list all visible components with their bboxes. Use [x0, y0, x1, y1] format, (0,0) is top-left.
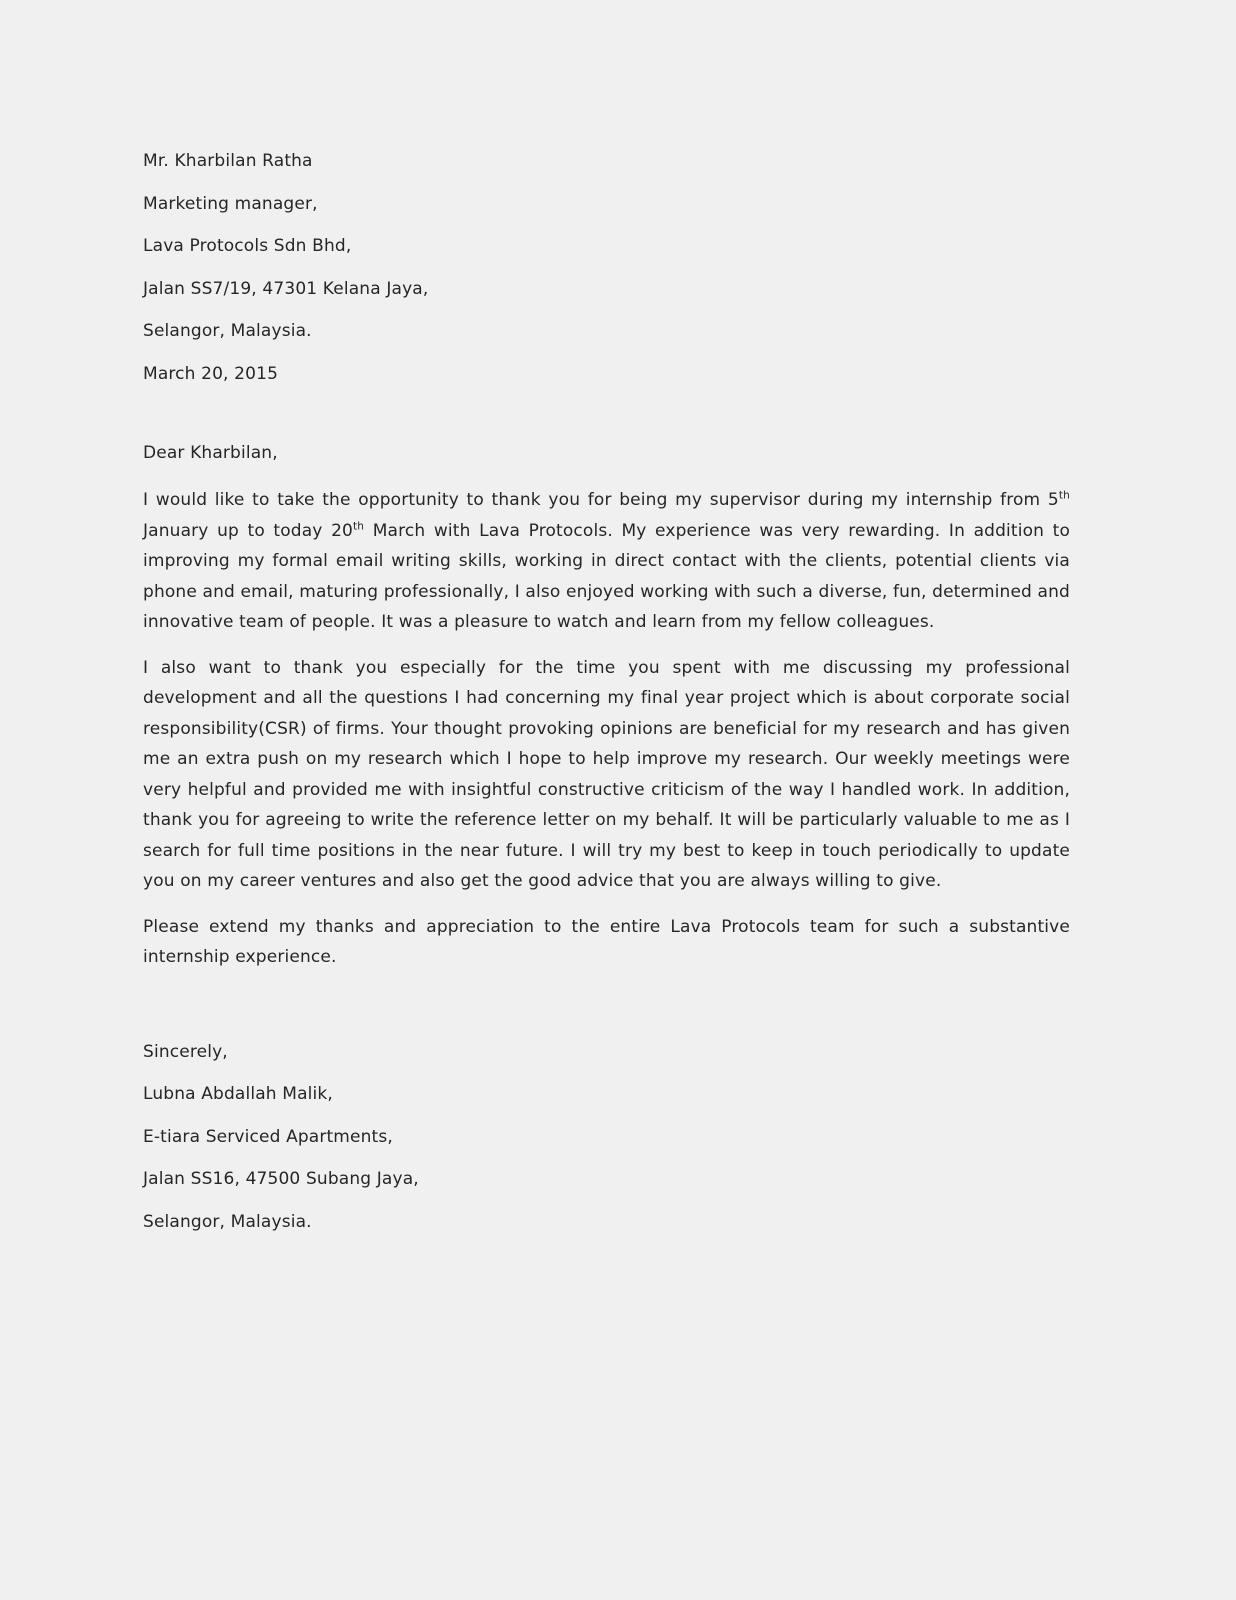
paragraph-1-part-2: January up to today 20 — [143, 520, 354, 541]
salutation: Dear Kharbilan, — [143, 443, 278, 463]
sender-address-2: Jalan SS16, 47500 Subang Jaya, — [143, 1169, 419, 1189]
letter-body — [143, 140, 1070, 1243]
body-paragraph-1 — [143, 485, 1070, 638]
recipient-company: Lava Protocols Sdn Bhd, — [143, 236, 352, 256]
ordinal-suffix-5th: th — [1058, 489, 1070, 502]
recipient-street: Jalan SS7/19, 47301 Kelana Jaya, — [143, 278, 429, 299]
closing-block — [143, 1031, 1070, 1244]
body-paragraph-3: Please extend my thanks and appreciation to the entire Lava Protocols team for such a substantive internship experience. — [143, 916, 1070, 967]
letter-date: March 20, 2015 — [143, 363, 279, 384]
ordinal-suffix-20th: th — [353, 519, 365, 532]
sender-name: Lubna Abdallah Malik, — [143, 1084, 333, 1104]
paragraph-1-part-3: March with Lava Protocols. My experience was very rewarding. In addition to improving my formal email writing skills, working in direct contact with the clients, potential clients via phone and email, maturing professionally, I also enjoyed working with such a diverse, fun, determined and innovative team of people. It was a pleasure to watch and learn from my fellow colleagues. — [143, 520, 1070, 632]
recipient-region: Selangor, Malaysia. — [143, 321, 312, 341]
sender-address-1: E-tiara Serviced Apartments, — [143, 1126, 393, 1147]
paragraph-1-part-1: I would like to take the opportunity to thank you for being my supervisor during my internship from 5 — [143, 490, 1059, 510]
recipient-title: Marketing manager, — [143, 193, 318, 214]
sender-region: Selangor, Malaysia. — [143, 1211, 312, 1232]
recipient-name: Mr. Kharbilan Ratha — [143, 151, 313, 171]
body-paragraph-2: I also want to thank you especially for the time you spent with me discussing my professional development and all the questions I had concerning my final year project which is about corporate social responsibility(CSR) of firms. Your thought provoking opinions are beneficial for my research and has given me an extra push on my research which I hope to help improve my research. Our weekly meetings were very helpful and provided me with insightful constructive criticism of the way I handled work. In addition, thank you for agreeing to write the reference letter on my behalf. It will be particularly valuable to me as I search for full time positions in the near future. I will try my best to keep in touch periodically to update you on my career ventures and also get the good advice that you are always willing to give. — [143, 657, 1070, 891]
recipient-address-block — [143, 140, 1070, 395]
closing-salutation: Sincerely, — [143, 1041, 228, 1062]
